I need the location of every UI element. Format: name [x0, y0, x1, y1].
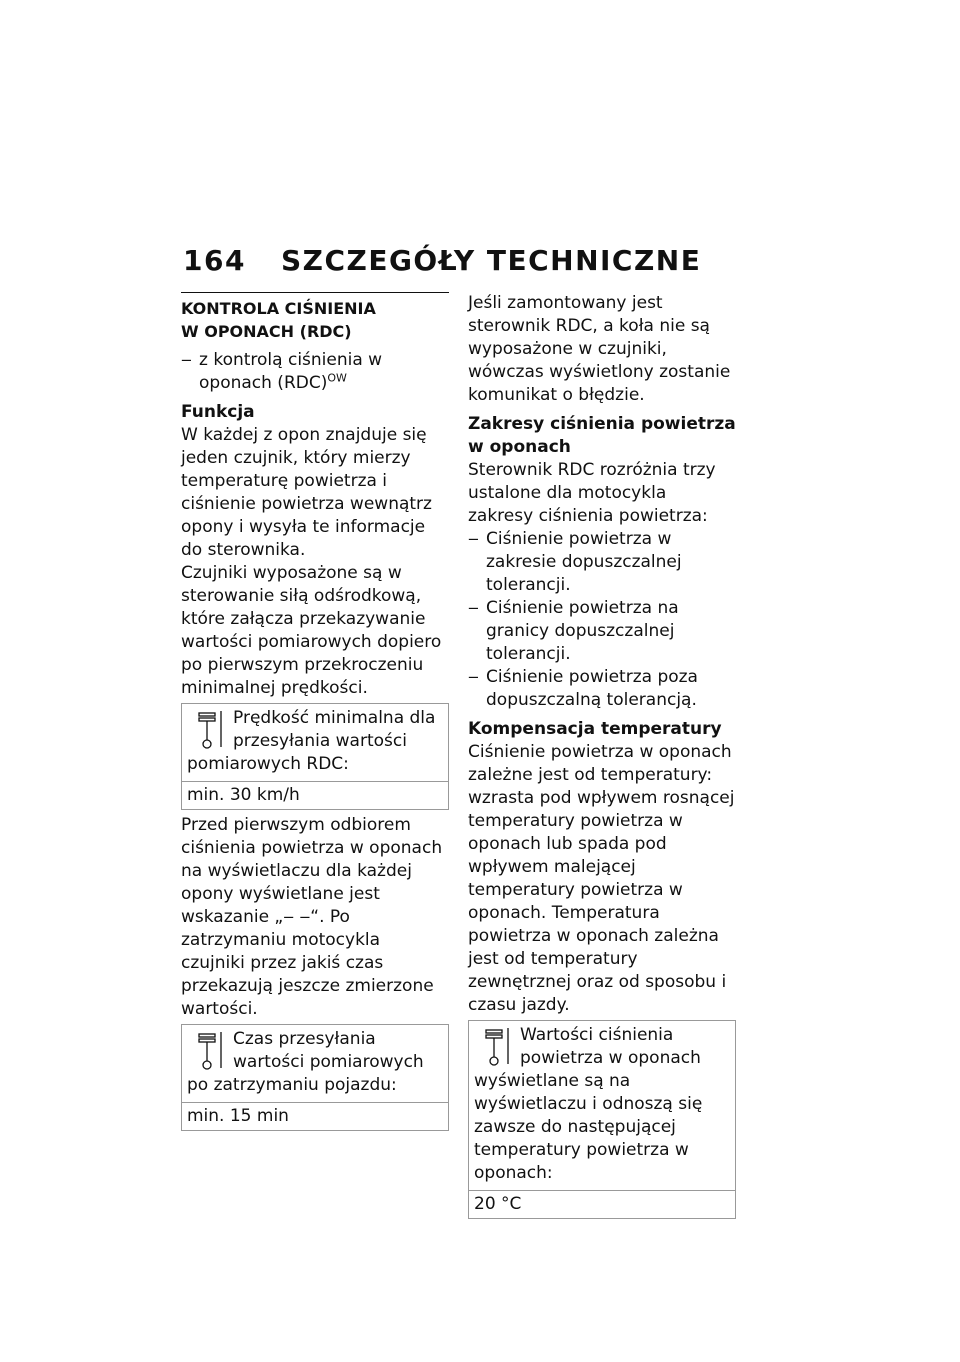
ranges-intro: Sterownik RDC rozróżnia trzy ustalone dla motocykla zakresy ciśnienia powietrza: [468, 460, 716, 526]
chapter-title: SZCZEGÓŁY TECHNICZNE [281, 244, 702, 277]
spec-box-min-speed [181, 703, 449, 810]
function-heading: Funkcja [181, 402, 255, 422]
spec-value: 20 °C [469, 1190, 735, 1218]
equipment-note: ‒ z kontrolą ciśnienia w oponach (RDC)$^{OW}$ [181, 350, 383, 393]
page-header [183, 244, 701, 277]
equipment-code: OW [327, 371, 347, 385]
engine-piston-icon [187, 707, 233, 753]
list-item: ‒ Ciśnienie powietrza poza dopuszczalną tolerancją. [468, 667, 698, 710]
section-title [181, 297, 449, 343]
list-item-text: Ciśnienie powietrza na granicy dopuszczalnej tolerancji. [486, 598, 679, 664]
compensation-paragraph: Ciśnienie powietrza w oponach zależne jest od temperatury: wzrasta pod wpływem rosnącej temperatury powietrza w oponach lub spada pod wpływem malejącej temperatury powietrza w oponach. Temperatura powietrza w oponach zależna jest od temperatury zewnętrznej oraz od sposobu i czasu jazdy. [468, 742, 735, 1015]
equipment-note-text: z kontrolą ciśnienia w oponach (RDC) [199, 350, 383, 393]
list-item: ‒ Ciśnienie powietrza w zakresie dopuszczalnej tolerancji. [468, 529, 682, 595]
spec-description-text: Czas przesyłania wartości pomiarowych po zatrzymaniu pojazdu: [187, 1029, 424, 1095]
spec-description [182, 704, 448, 781]
spec-description-text: Wartości ciśnienia powietrza w oponach wyświetlane są na wyświetlaczu i odnoszą się zawsze do następującej temperatury powietrza w oponach: [474, 1025, 703, 1183]
section-rule [181, 292, 449, 293]
spec-value: min. 30 km/h [182, 781, 448, 809]
list-item-text: Ciśnienie powietrza poza dopuszczalną tolerancją. [486, 667, 698, 710]
engine-piston-icon [474, 1024, 520, 1070]
section-title-line1: KONTROLA CIŚNIENIA [181, 299, 376, 318]
function-paragraph-1: W każdej z opon znajduje się jeden czujnik, który mierzy temperaturę powietrza i ciśnienie powietrza wewnątrz opony i wysyła te informacje do sterownika. [181, 425, 432, 560]
paragraph-sensors-error: Jeśli zamontowany jest sterownik RDC, a koła nie są wyposażone w czujniki, wówczas wyświetlony zostanie komunikat o błędzie. [468, 293, 731, 405]
spec-box-reference-temperature [468, 1020, 736, 1219]
list-item-text: Ciśnienie powietrza w zakresie dopuszczalnej tolerancji. [486, 529, 682, 595]
page-number: 164 [183, 244, 246, 277]
spec-description-text: Prędkość minimalna dla przesyłania wartości pomiarowych RDC: [187, 708, 436, 774]
paragraph-before-first-reception: Przed pierwszym odbiorem ciśnienia powietrza w oponach na wyświetlaczu dla każdej opony wyświetlane jest wskazanie „‒ ‒“. Po zatrzymaniu motocykla czujniki przez jakiś czas przekazują jeszcze zmierzone wartości. [181, 815, 443, 1019]
right-column [468, 292, 736, 1219]
spec-box-transmission-time [181, 1024, 449, 1131]
left-column [181, 292, 449, 1131]
spec-value: min. 15 min [182, 1102, 448, 1130]
list-item: ‒ Ciśnienie powietrza na granicy dopuszczalnej tolerancji. [468, 598, 679, 664]
engine-piston-icon [187, 1028, 233, 1074]
ranges-heading: Zakresy ciśnienia powietrza w oponach [468, 414, 736, 457]
function-paragraph-2: Czujniki wyposażone są w sterowanie siłą odśrodkową, które załącza przekazywanie wartości pomiarowych dopiero po pierwszym przekroczeniu minimalnej prędkości. [181, 563, 442, 698]
section-title-line2: W OPONACH (RDC) [181, 322, 352, 341]
compensation-heading: Kompensacja temperatury [468, 719, 722, 739]
spec-description [469, 1021, 735, 1190]
spec-description [182, 1025, 448, 1102]
